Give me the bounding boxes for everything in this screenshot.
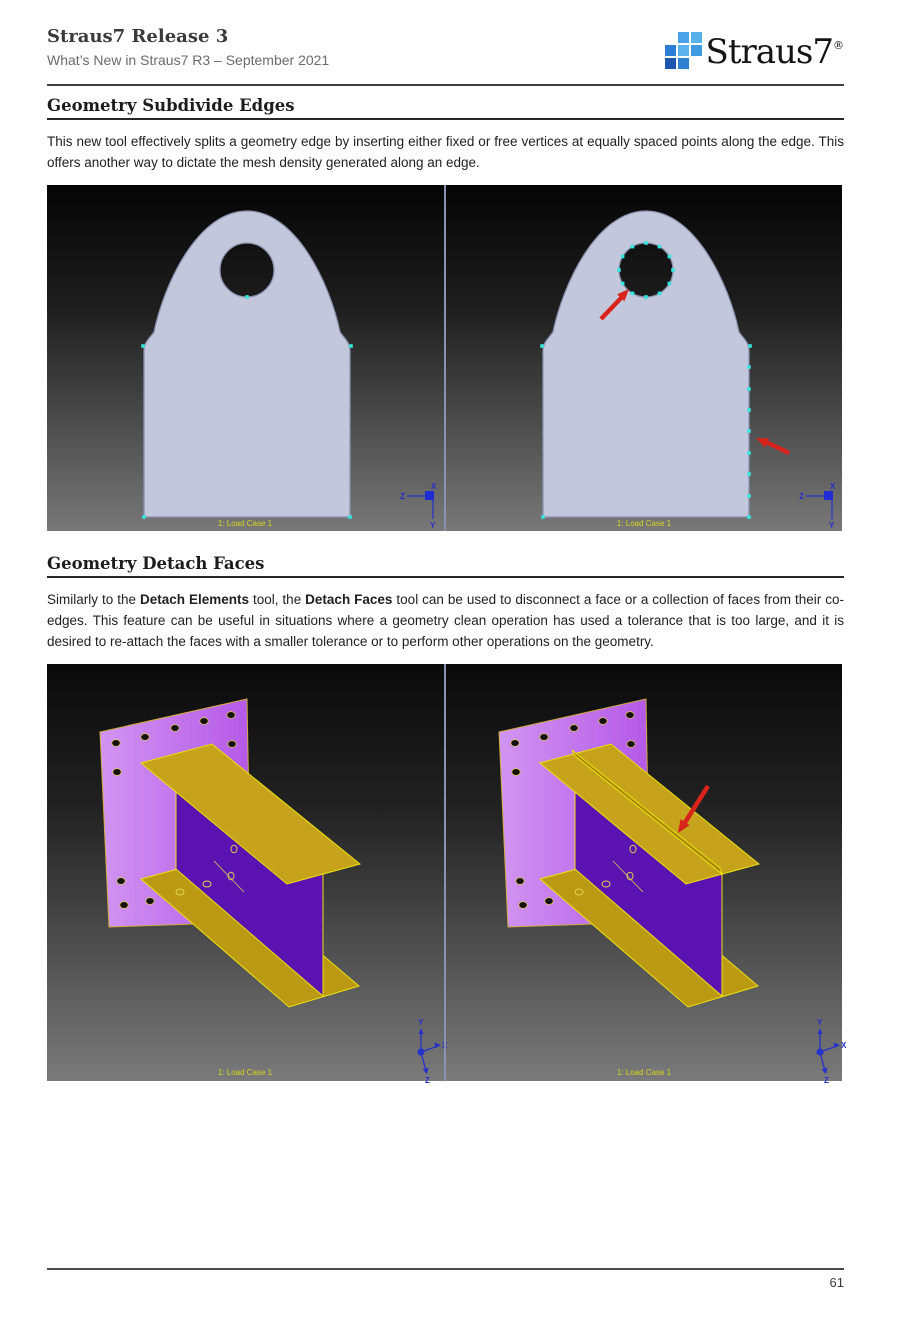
detach-faces-model-views: Y X 1: Load Case 1 1: Load Case 1 xyxy=(47,664,842,1081)
logo-grid-square xyxy=(678,58,689,69)
page-footer xyxy=(47,1268,844,1290)
header-title-block xyxy=(47,26,329,69)
text-run: tool, the xyxy=(248,592,306,607)
paragraph-subdivide-edges: This new tool effectively splits a geometry edge by inserting either fixed or free vertices at equally spaced points along the edge. This offers another way to dictate the mesh density generated along an edge. xyxy=(47,134,844,170)
straus7-logo xyxy=(665,28,844,70)
doc-subtitle: What’s New in Straus7 R3 – September 2021 xyxy=(47,52,330,68)
viewport-divider xyxy=(444,185,446,531)
load-case-caption: 1: Load Case 1 xyxy=(616,1068,672,1077)
bold-detach-elements: Detach Elements xyxy=(139,592,249,607)
logo-grid-square xyxy=(665,58,676,69)
straus7-grid-icon xyxy=(665,32,702,69)
logo-grid-square xyxy=(678,45,689,56)
load-case-caption: 1: Load Case 1 xyxy=(616,519,672,528)
logo-wordmark: Straus7 xyxy=(705,32,833,72)
logo-text xyxy=(706,28,844,70)
text-run: tool can be used to disconnect a face or a collection of faces from their co-edges. This feature can be useful in situations where a geometry clean operation has used a tolerance that is too large, and it is desired to re-attach the faces with a smaller tolerance or to perform other operations on the geometry. xyxy=(47,592,844,649)
figure-subdivide-edges-screenshot xyxy=(22,176,844,531)
figure-detach-faces-screenshot xyxy=(44,630,844,1081)
viewport-divider xyxy=(444,664,446,1081)
page-header xyxy=(47,0,844,70)
text-run: Similarly to the xyxy=(47,592,140,607)
load-case-caption: 1: Load Case 1 xyxy=(217,519,273,528)
logo-grid-square xyxy=(678,32,689,43)
logo-grid-square xyxy=(691,32,702,43)
document-page xyxy=(22,0,844,1081)
registered-mark: ® xyxy=(833,39,844,52)
bold-detach-faces: Detach Faces xyxy=(305,592,393,607)
subdivide-edges-model-views: Z X 1: Load Case 1 1: Load Case 1 xyxy=(47,185,842,531)
load-case-caption: 1: Load Case 1 xyxy=(217,1068,273,1077)
doc-title: Straus7 Release 3 xyxy=(47,26,229,47)
logo-grid-square xyxy=(665,45,676,56)
page-number: 61 xyxy=(829,1275,844,1290)
paragraph-detach-faces xyxy=(47,589,844,652)
section-heading-detach-faces: Geometry Detach Faces xyxy=(47,554,844,578)
logo-grid-square xyxy=(691,45,702,56)
header-rule xyxy=(47,84,844,86)
section-heading-subdivide-edges: Geometry Subdivide Edges xyxy=(47,96,844,120)
